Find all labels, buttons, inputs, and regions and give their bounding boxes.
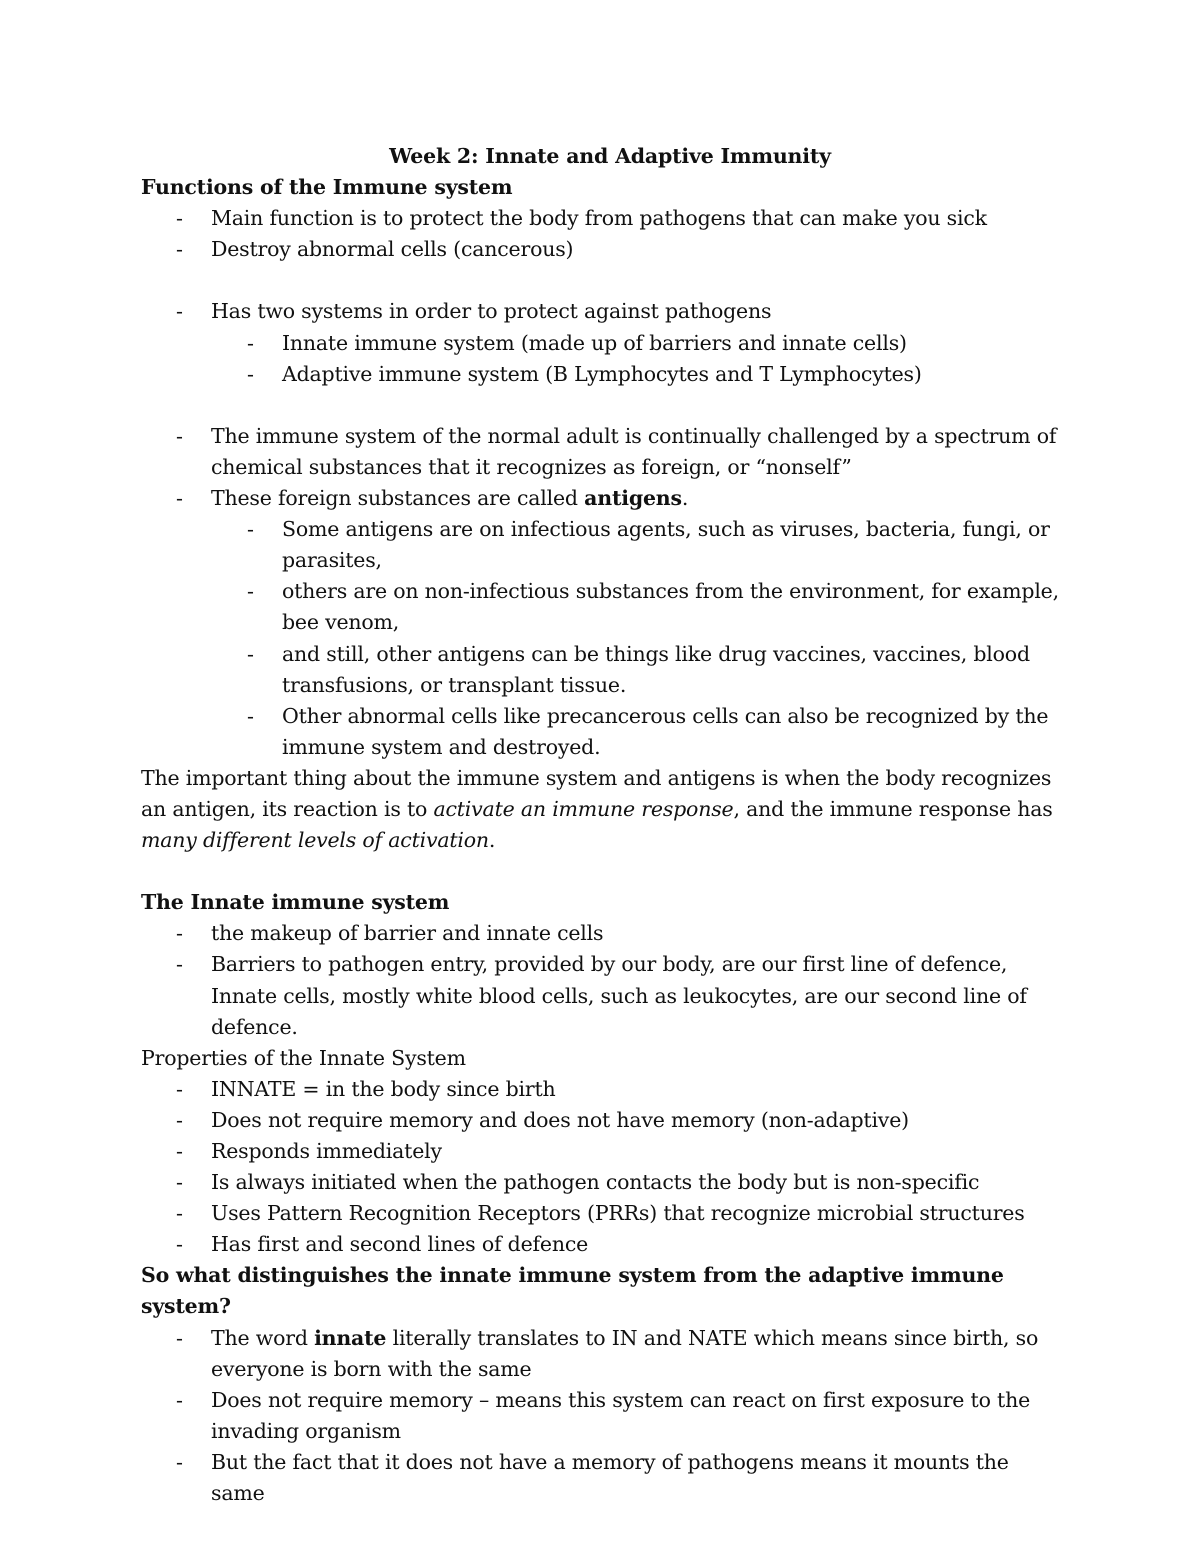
antigens-term: antigens (584, 486, 682, 511)
document-title: Week 2: Innate and Adaptive Immunity (389, 144, 831, 168)
sub-list-item: - and still, other antigens can be things like drug vaccines, vaccines, blood transfusions, or transplant tissue. (141, 639, 1061, 701)
properties-label: Properties of the Innate System (141, 1045, 466, 1070)
list-item: - Destroy abnormal cells (cancerous) (141, 234, 1061, 265)
list-item: - Does not require memory and does not have memory (non-adaptive) (141, 1105, 1061, 1136)
summary-text: The important thing about the immune system and antigens is when the body recognizes an antigen, its reaction is to (141, 765, 1052, 821)
distinguish-list (141, 1323, 1061, 1510)
blank-line (141, 856, 1061, 887)
summary-text: . (488, 828, 496, 853)
systems-sublist (141, 328, 1061, 390)
list-item: - Is always initiated when the pathogen contacts the body but is non-specific (141, 1167, 1061, 1198)
list-item: - Responds immediately (141, 1136, 1061, 1167)
sub-list-item: - Innate immune system (made up of barriers and innate cells) (141, 328, 1061, 359)
distinguish-heading: So what distinguishes the innate immune system from the adaptive immune system? (141, 1263, 1004, 1319)
sub-list-item: - Other abnormal cells like precancerous cells can also be recognized by the immune system and destroyed. (141, 701, 1061, 763)
sub-list-item: - others are on non-infectious substances from the environment, for example, bee venom, (141, 576, 1061, 638)
summary-italic: many different levels of activation (141, 828, 489, 853)
blank-line (141, 265, 1061, 296)
two-systems-list (141, 296, 1061, 327)
word-text: The word (211, 1325, 315, 1350)
document-page (141, 141, 1061, 1509)
sub-list-item: - Adaptive immune system (B Lymphocytes and T Lymphocytes) (141, 359, 1061, 390)
list-item (141, 483, 1061, 514)
list-item: - Main function is to protect the body from pathogens that can make you sick (141, 203, 1061, 234)
summary-paragraph (141, 763, 1061, 856)
list-item: - Has two systems in order to protect against pathogens (141, 296, 1061, 327)
list-item: - the makeup of barrier and innate cells (141, 918, 1061, 949)
list-item: - The immune system of the normal adult is continually challenged by a spectrum of chemical substances that it recognizes as foreign, or “nonself” (141, 421, 1061, 483)
list-item: - Barriers to pathogen entry, provided by our body, are our first line of defence, Innate cells, mostly white blood cells, such as leukocytes, are our second line of defence. (141, 949, 1061, 1042)
functions-list (141, 203, 1061, 265)
summary-text: , and the immune response has (733, 796, 1053, 821)
functions-heading: Functions of the Immune system (141, 175, 513, 200)
list-item: - INNATE = in the body since birth (141, 1074, 1061, 1105)
antigens-list (141, 421, 1061, 514)
list-item: - But the fact that it does not have a memory of pathogens means it mounts the same (141, 1447, 1061, 1509)
antigens-period: . (681, 486, 689, 511)
summary-italic: activate an immune response (433, 796, 734, 821)
blank-line (141, 390, 1061, 421)
antigens-text: These foreign substances are called (211, 486, 585, 511)
list-item (141, 1323, 1061, 1385)
list-item: - Uses Pattern Recognition Receptors (PRRs) that recognize microbial structures (141, 1198, 1061, 1229)
innate-heading: The Innate immune system (141, 890, 450, 915)
antigen-examples-sublist (141, 514, 1061, 763)
word-text: literally translates to IN and NATE which means since birth, so everyone is born with the same (211, 1325, 1039, 1381)
word-term: innate (314, 1325, 387, 1350)
innate-list (141, 918, 1061, 1042)
sub-list-item: - Some antigens are on infectious agents, such as viruses, bacteria, fungi, or parasites, (141, 514, 1061, 576)
properties-list (141, 1074, 1061, 1261)
list-item: - Has first and second lines of defence (141, 1229, 1061, 1260)
list-item: - Does not require memory – means this system can react on first exposure to the invading organism (141, 1385, 1061, 1447)
